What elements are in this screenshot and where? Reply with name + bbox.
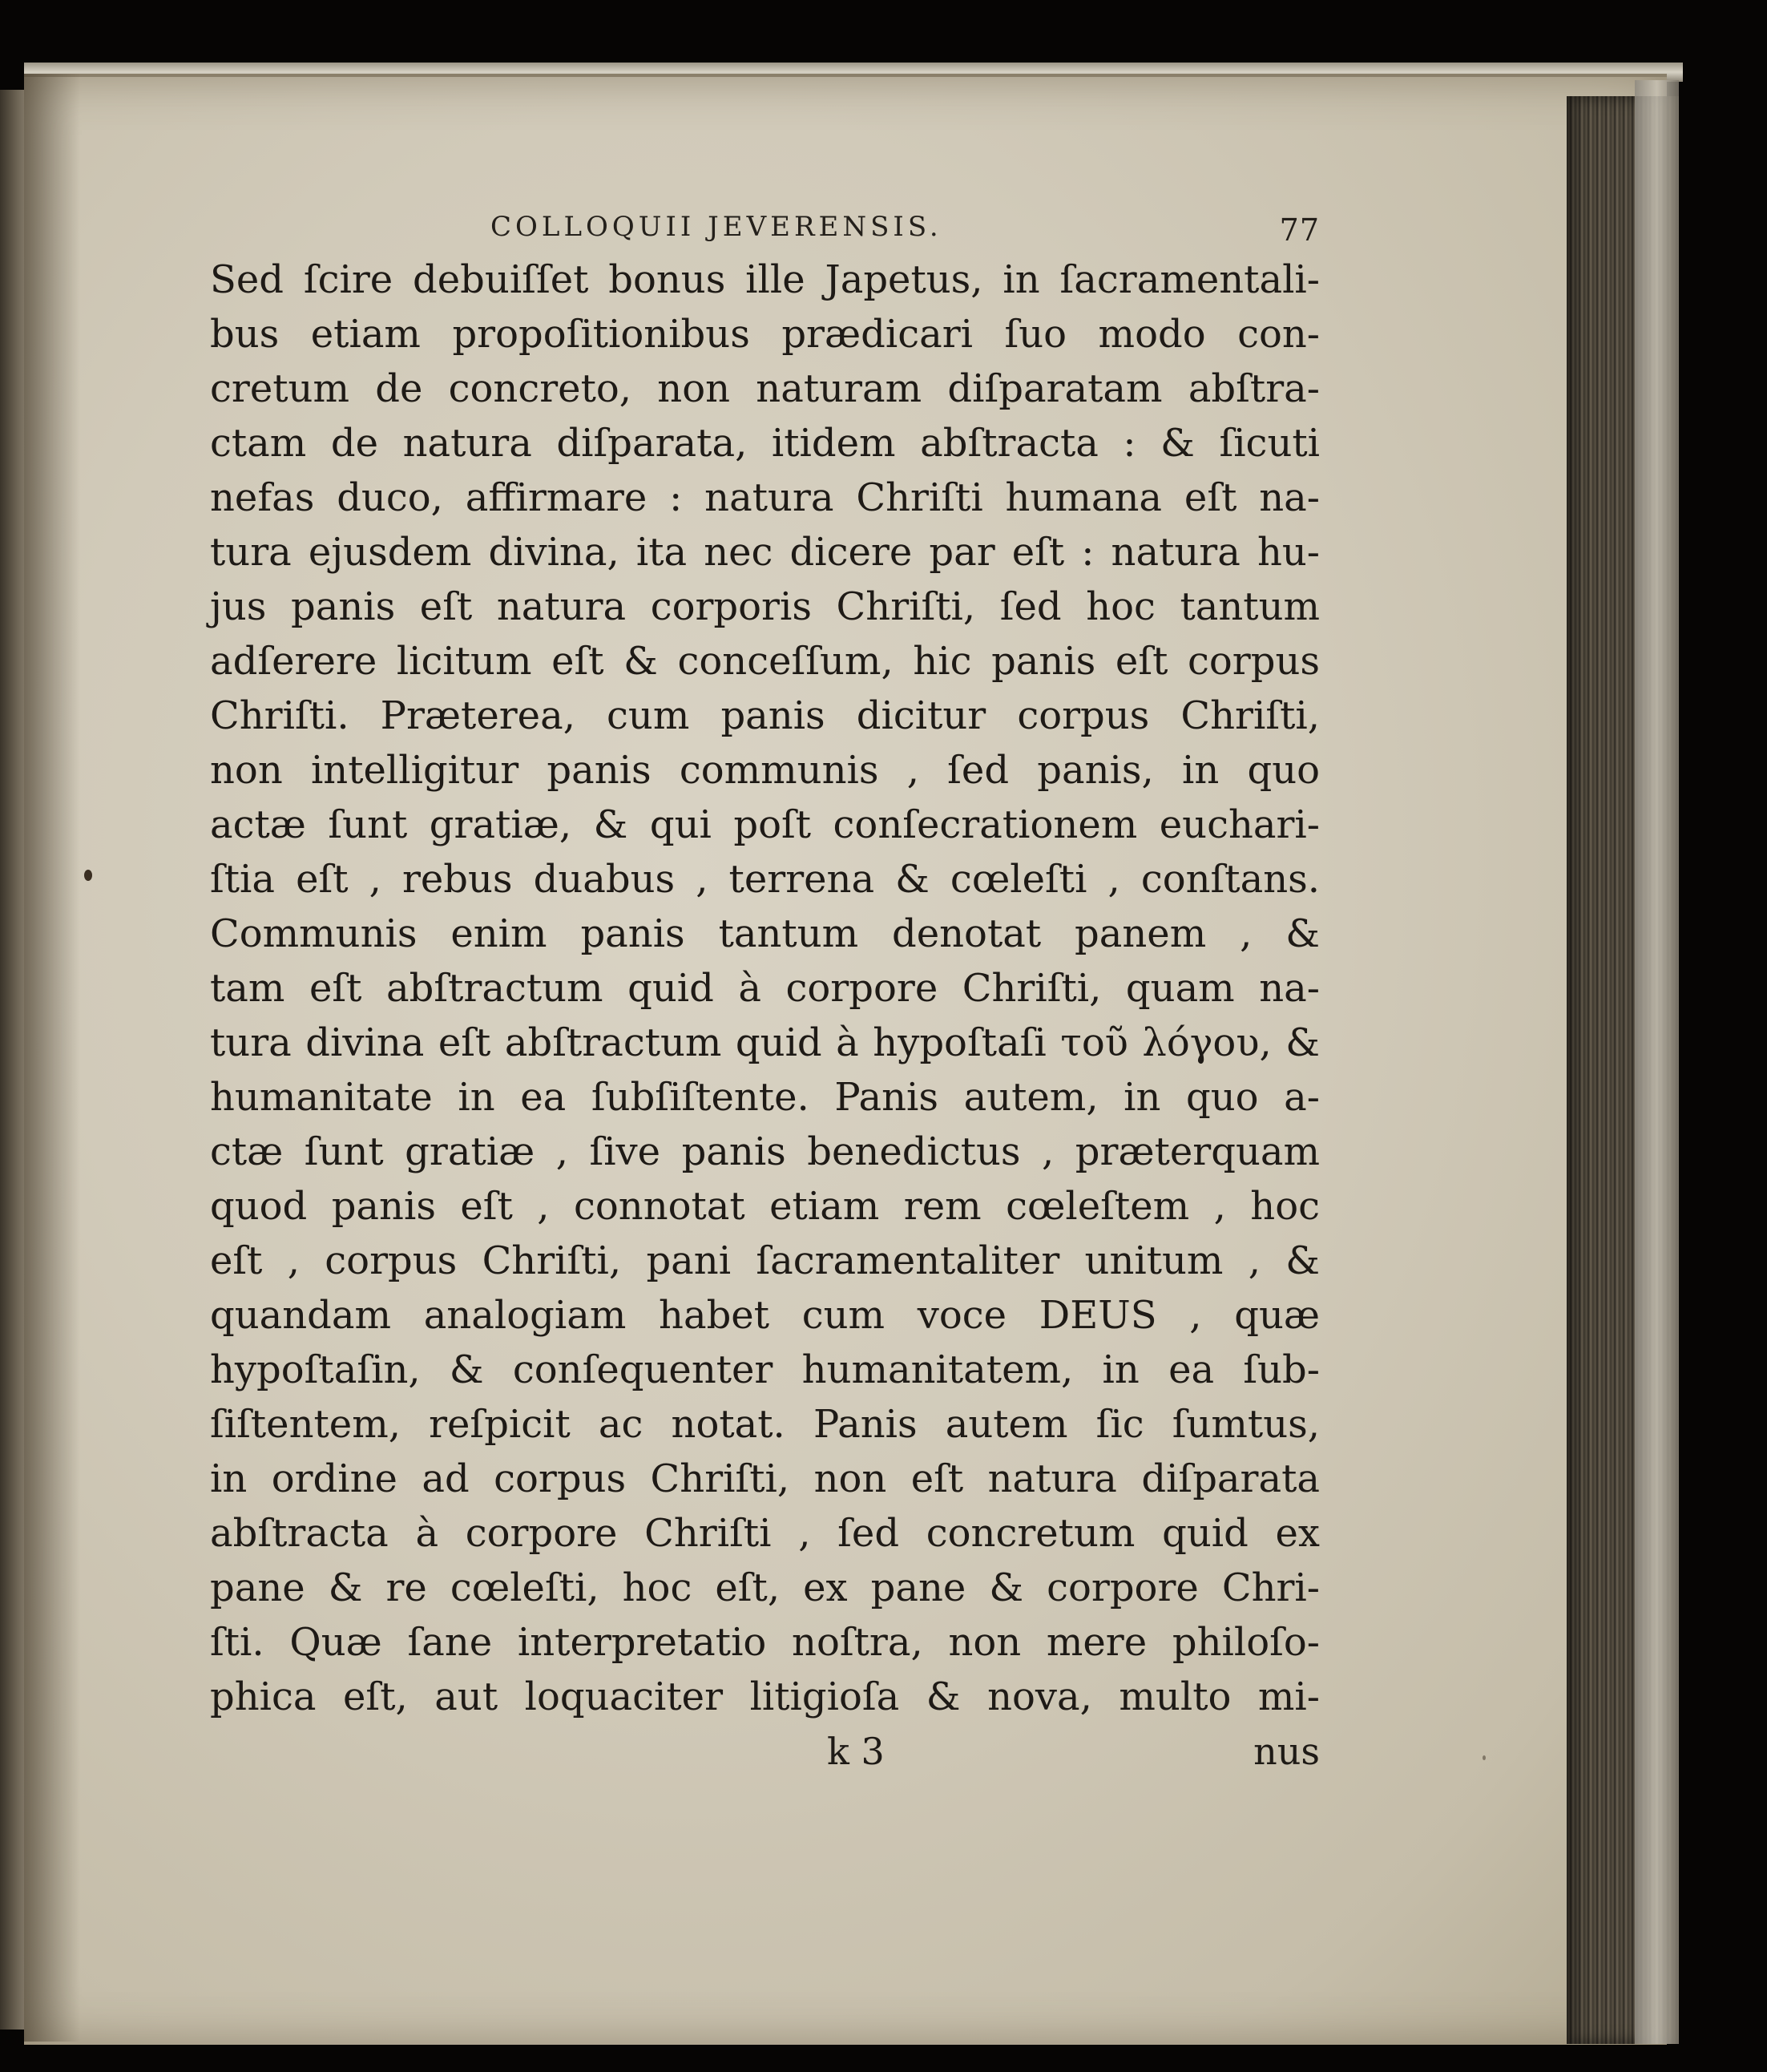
running-head — [210, 204, 1320, 252]
text-line: ctam de natura diſparata, itidem abſtracta : & ſicuti — [210, 421, 1320, 466]
text-line: quandam analogiam habet cum voce DEUS , quæ — [210, 1293, 1320, 1338]
text-line: in ordine ad corpus Chriſti, non eſt natura diſparata — [210, 1456, 1320, 1501]
text-line: cretum de concreto, non naturam diſparatam abſtra- — [210, 366, 1320, 411]
page-text-block — [210, 204, 1320, 1779]
text-line: bus etiam propoſitionibus prædicari ſuo modo con- — [210, 312, 1320, 357]
text-line: abſtracta à corpore Chriſti , ſed concretum quid ex — [210, 1511, 1320, 1556]
running-head-title: COLLOQUII JEVERENSIS. — [490, 211, 942, 243]
body-text — [210, 252, 1320, 1724]
text-line: ſiſtentem, reſpicit ac notat. Panis autem ſic ſumtus, — [210, 1402, 1320, 1447]
text-line: actæ ſunt gratiæ, & qui poſt conſecrationem euchari- — [210, 802, 1320, 847]
paper-speck — [84, 870, 92, 881]
text-line: tura divina eſt abſtractum quid à hypoſtaſi τοῦ λόγου, & — [210, 1020, 1320, 1065]
page-number: 77 — [1279, 212, 1320, 248]
text-line: non intelligitur panis communis , ſed panis, in quo — [210, 748, 1320, 793]
text-line: ctæ ſunt gratiæ , ſive panis benedictus , præterquam — [210, 1129, 1320, 1174]
text-line: ſti. Quæ ſane interpretatio noſtra, non mere philoſo- — [210, 1620, 1320, 1665]
text-line: tam eſt abſtractum quid à corpore Chriſti, quam na- — [210, 966, 1320, 1011]
signature-mark: k 3 — [827, 1730, 885, 1773]
text-line: phica eſt, aut loquaciter litigioſa & nova, multo mi- — [210, 1674, 1320, 1719]
text-line: nefas duco, affirmare : natura Chriſti humana eſt na- — [210, 475, 1320, 520]
text-line: jus panis eſt natura corporis Chriſti, ſed hoc tantum — [210, 584, 1320, 629]
text-line: quod panis eſt , connotat etiam rem cœleſtem , hoc — [210, 1184, 1320, 1229]
catchword: nus — [1253, 1730, 1320, 1773]
text-line: adſerere licitum eſt & conceſſum, hic panis eſt corpus — [210, 639, 1320, 684]
fore-edge-highlight — [1635, 80, 1679, 2044]
text-line: Chriſti. Præterea, cum panis dicitur corpus Chriſti, — [210, 693, 1320, 738]
text-line: pane & re cœleſti, hoc eſt, ex pane & corpore Chri- — [210, 1565, 1320, 1610]
text-line: humanitate in ea ſubſiſtente. Panis autem, in quo a- — [210, 1075, 1320, 1120]
text-line: eſt , corpus Chriſti, pani ſacramentaliter unitum , & — [210, 1238, 1320, 1283]
text-line: Communis enim panis tantum denotat panem , & — [210, 911, 1320, 956]
page-footer — [210, 1724, 1320, 1779]
text-line: hypoſtaſin, & conſequenter humanitatem, in ea ſub- — [210, 1347, 1320, 1392]
text-line: ſtia eſt , rebus duabus , terrena & cœleſti , conſtans. — [210, 857, 1320, 902]
text-line: tura ejusdem divina, ita nec dicere par eſt : natura hu- — [210, 530, 1320, 575]
paper-speck — [1483, 1755, 1486, 1760]
gutter-shadow — [24, 74, 80, 2042]
text-line: Sed ſcire debuiſſet bonus ille Japetus, in ſacramentali- — [210, 257, 1320, 302]
